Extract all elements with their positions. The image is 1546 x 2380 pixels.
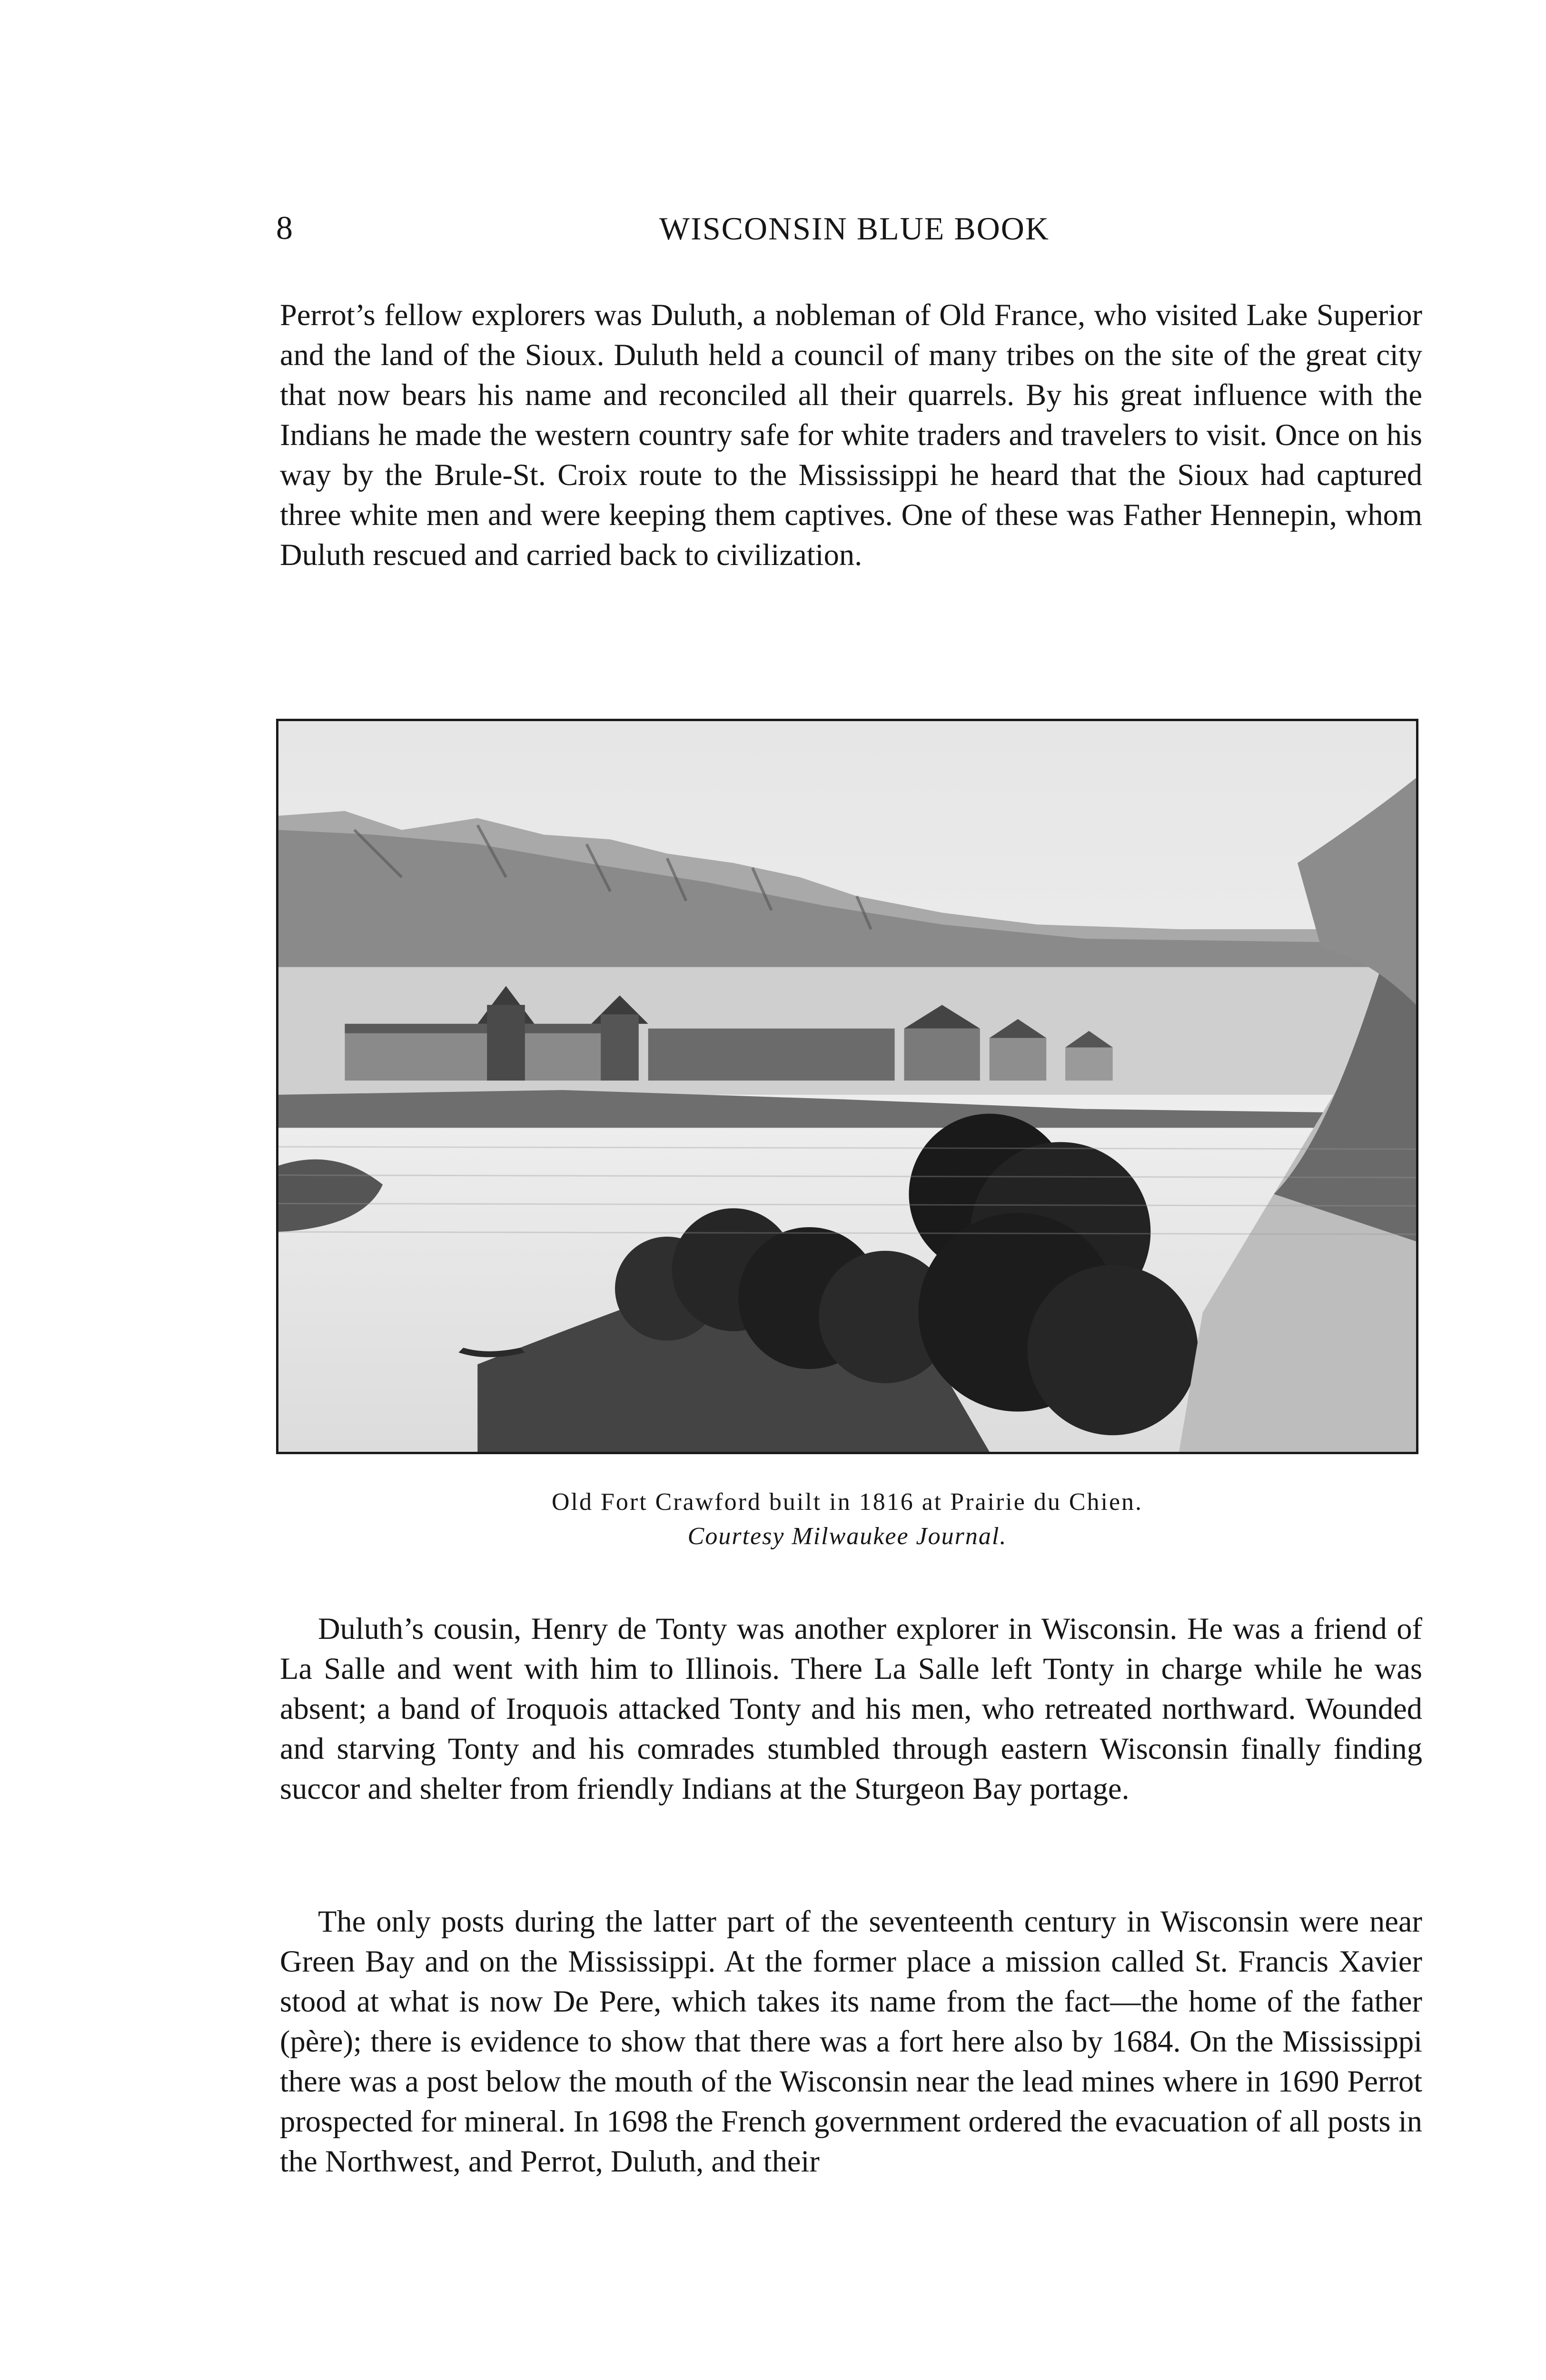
fort-crawford-illustration <box>276 719 1418 1454</box>
paragraph-tonty: Duluth’s cousin, Henry de Tonty was another explorer in Wisconsin. He was a friend of La Salle and went with him to Illinois. There La Salle left Tonty in charge while he was absent; a band of Iroquois attacked Tonty and his men, who retreated northward. Wounded and starving Tonty and his comrades stumbled through eastern Wisconsin finally finding succor and shelter from friendly Indians at the Sturgeon Bay portage. <box>280 1612 1422 1805</box>
paragraph-posts: The only posts during the latter part of the seventeenth century in Wisconsin were near Green Bay and on the Mississippi. At the former place a mission called St. Francis Xavier stood at what is now De Pere, which takes its name from the fact—the home of the father (père); there is evidence to show that there was a fort here also by 1684. On the Mississippi there was a post below the mouth of the Wisconsin near the lead mines where in 1690 Perrot prospected for mineral. In 1698 the French government ordered the evacuation of all posts in the Northwest, and Perrot, Duluth, and their <box>280 1904 1422 2178</box>
page-number: 8 <box>276 210 293 247</box>
page-header <box>276 205 1433 252</box>
figure-caption <box>276 1485 1418 1554</box>
caption-credit: Courtesy Milwaukee Journal. <box>687 1523 1007 1550</box>
running-title: WISCONSIN BLUE BOOK <box>659 210 1050 247</box>
paragraph-duluth: Perrot’s fellow explorers was Duluth, a nobleman of Old France, who visited Lake Superior and the land of the Sioux. Duluth held a council of many tribes on the site of the great city that now bears his name and reconciled all their quarrels. By his great influence with the Indians he made the western country safe for white traders and travelers to visit. Once on his way by the Brule-St. Croix route to the Mississippi he heard that the Sioux had captured three white men and were keeping them captives. One of these was Father Hennepin, whom Duluth rescued and carried back to civilization. <box>280 298 1422 572</box>
illustration-drawing <box>278 721 1416 1452</box>
caption-text: Old Fort Crawford built in 1816 at Prairie du Chien. <box>551 1488 1143 1516</box>
